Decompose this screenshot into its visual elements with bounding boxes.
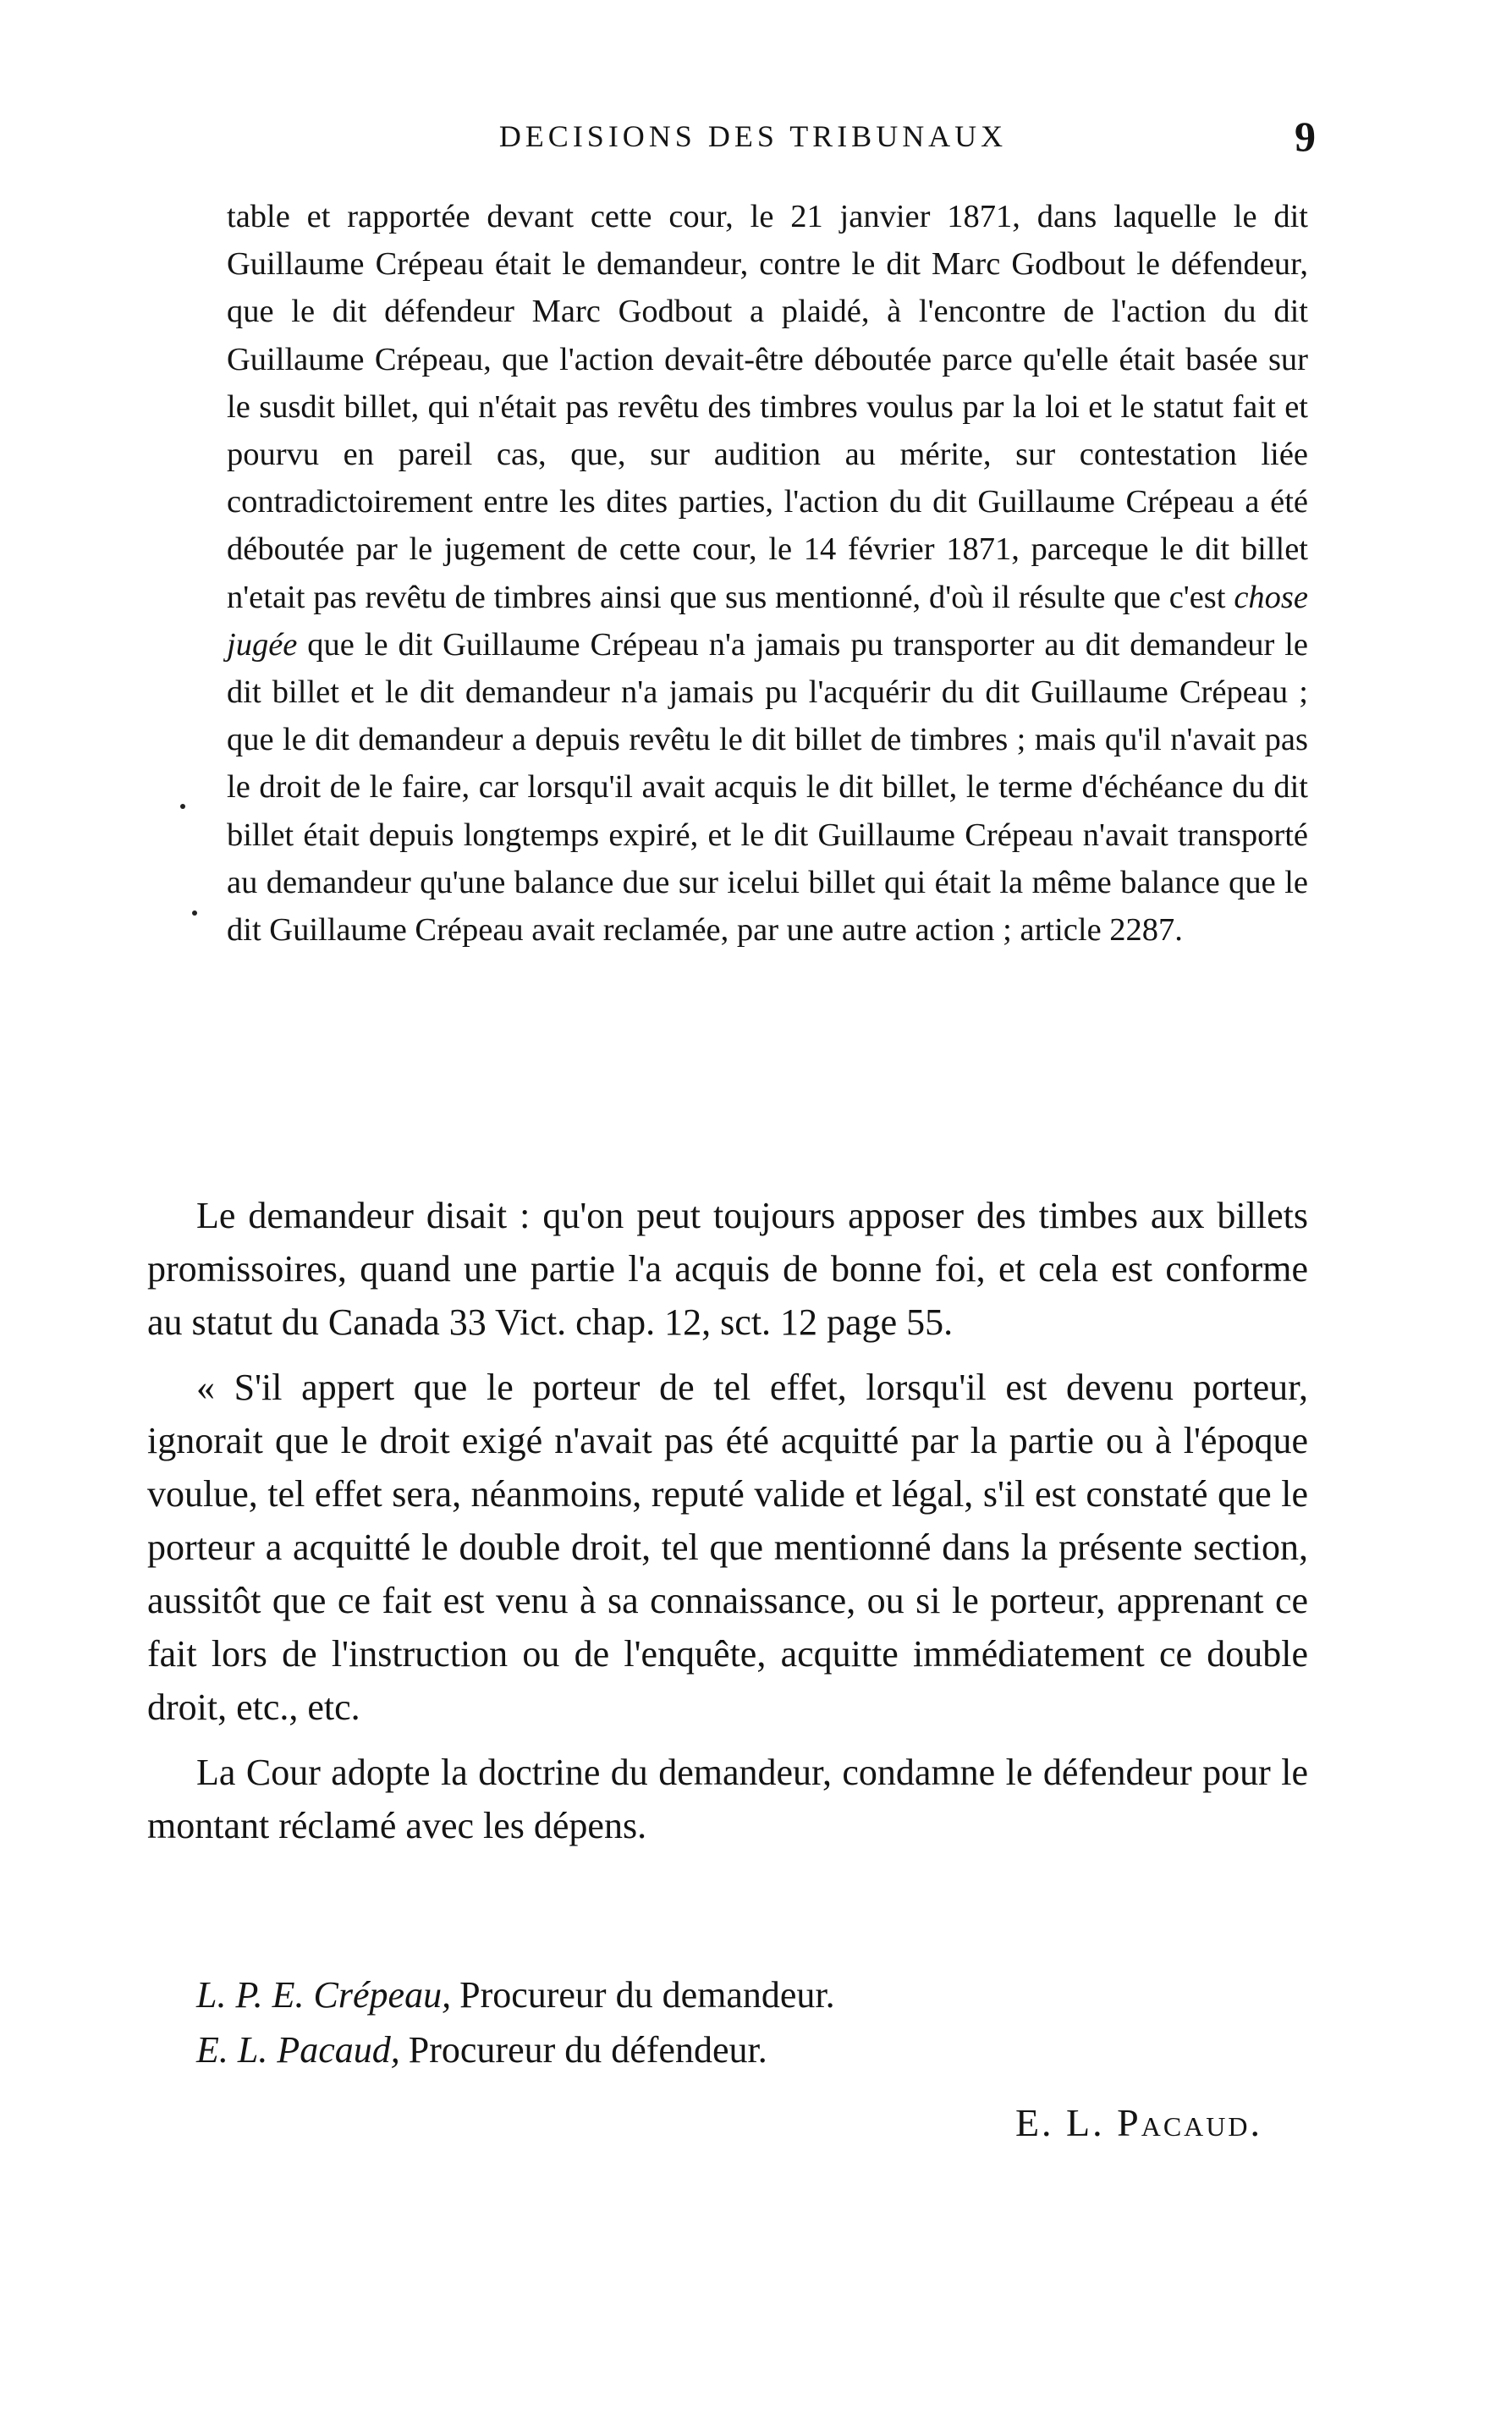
plaintiff-attorney-line bbox=[196, 1967, 1296, 2022]
defendant-attorney-role: Procureur du défendeur. bbox=[408, 2029, 767, 2071]
quoted-plea-block bbox=[227, 193, 1308, 954]
margin-mark bbox=[180, 804, 185, 809]
statute-quote-paragraph: « S'il appert que le porteur de tel effet, lorsqu'il est devenu porteur, ignorait que le droit exigé n'avait pas été acquitté par la partie ou à l'époque voulue, tel effet sera, néanmoins, reputé valide et légal, s'il est constaté que le porteur a acquitté le double droit, tel que mentionné dans la présente section, aussitôt que ce fait est venu à sa connaissance, ou si le porteur, apprenant ce fait lors de l'instruction ou de l'enquête, acquitte immédiatement ce double droit, etc., etc. bbox=[147, 1367, 1308, 1728]
quoted-plea-paragraph bbox=[227, 193, 1308, 954]
plaintiff-argument-paragraph: Le demandeur disait : qu'on peut toujours apposer des timbes aux billets promissoires, quand une partie l'a acquis de bonne foi, et cela est conforme au statut du Canada 33 Vict. chap. 12, sct. 12 page 55. bbox=[147, 1195, 1308, 1343]
running-title: DECISIONS DES TRIBUNAUX bbox=[498, 119, 1008, 153]
quoted-plea-text-after: que le dit Guillaume Crépeau n'a jamais pu transporter au dit demandeur le dit billet et le dit demandeur n'a jamais pu l'acquérir du dit Guillaume Crépeau ; que le dit demandeur a depuis revêtu le dit billet de timbres ; mais qu'il n'avait pas le droit de le faire, car lorsqu'il avait acquis le dit billet, le terme d'échéance du dit billet était depuis longtemps expiré, et le dit Guillaume Crépeau n'avait transporté au demandeur qu'une balance due sur icelui billet qui était la même balance que le dit Guillaume Crépeau avait reclamée, par une autre action ; article 2287. bbox=[227, 626, 1308, 949]
emphasis-chose-jugee: chose jugée bbox=[227, 579, 1308, 663]
plaintiff-attorney-role: Procureur du demandeur. bbox=[459, 1974, 835, 2016]
court-decision-paragraph: La Cour adopte la doctrine du demandeur, condamne le défendeur pour le montant réclamé avec les dépens. bbox=[147, 1752, 1308, 1846]
page-number: 9 bbox=[1295, 113, 1316, 160]
defendant-attorney-name: E. L. Pacaud, bbox=[196, 2029, 400, 2071]
reporter-signature: E. L. Pacaud. bbox=[1014, 2101, 1262, 2144]
plaintiff-attorney-name: L. P. E. Crépeau, bbox=[196, 1974, 452, 2016]
running-head bbox=[190, 113, 1316, 169]
margin-mark bbox=[192, 910, 197, 916]
quoted-plea-text-before: table et rapportée devant cette cour, le 21 janvier 1871, dans laquelle le dit Guillaume Crépeau était le demandeur, contre le dit Marc Godbout le défendeur, que le dit défendeur Marc Godbout a plaidé, à l'encontre de l'action du dit Guillaume Crépeau, que l'action devait-être déboutée parce qu'elle était basée sur le susdit billet, qui n'était pas revêtu des timbres voulus par la loi et le statut fait et pourvu en pareil cas, que, sur audition au mérite, sur contestation liée contradictoirement entre les dites parties, l'action du dit Guillaume Crépeau a été déboutée par le jugement de cette cour, le 14 février 1871, parceque le dit billet n'etait pas revêtu de timbres ainsi que sus mentionné, d'où il résulte que c'est bbox=[227, 199, 1308, 615]
defendant-attorney-line bbox=[196, 2022, 1296, 2077]
attorney-signatures bbox=[196, 1967, 1296, 2077]
main-text bbox=[147, 1189, 1308, 1852]
